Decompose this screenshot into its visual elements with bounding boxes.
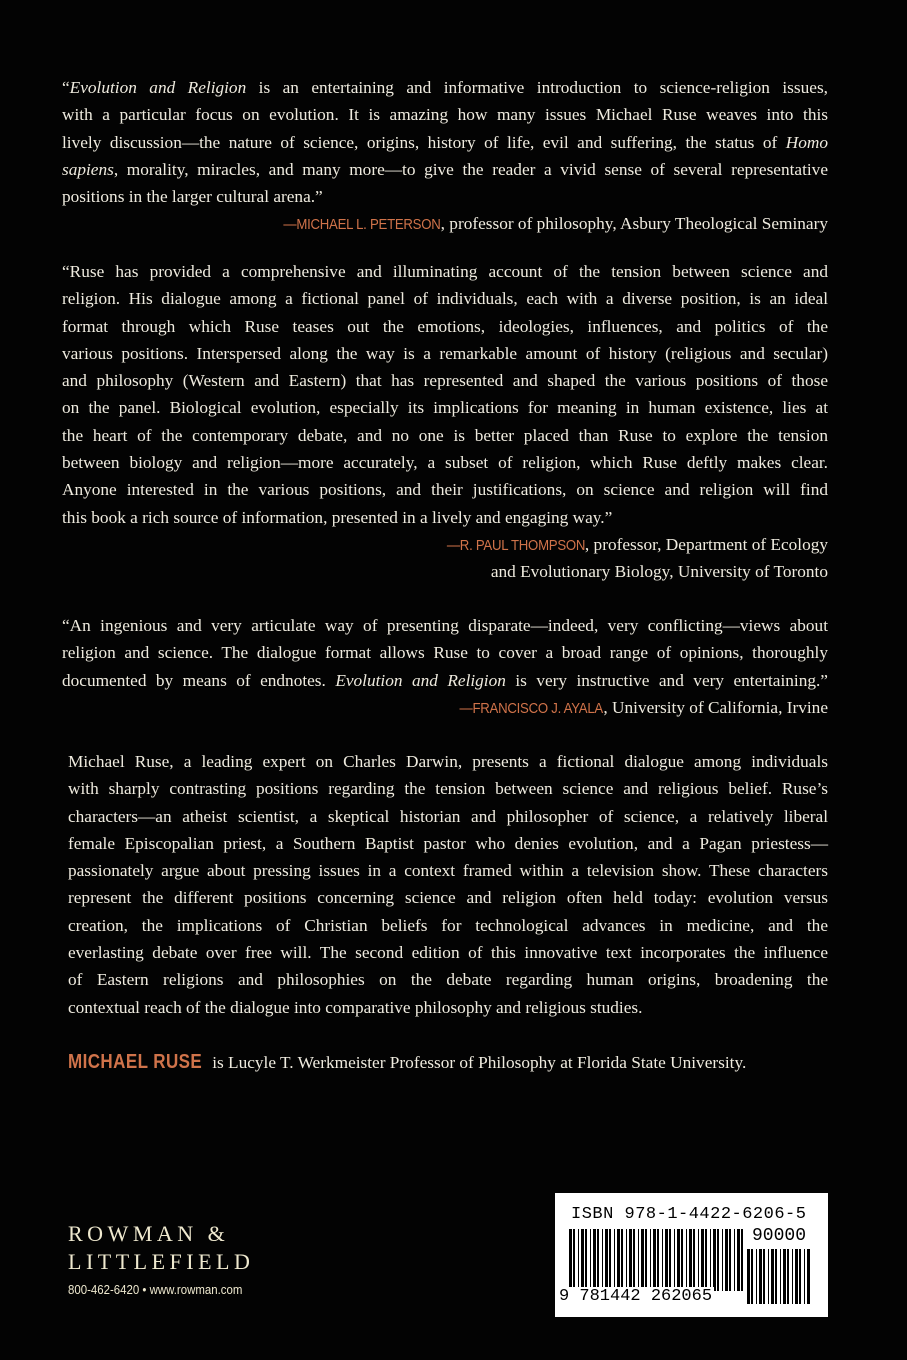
quote-attribution xyxy=(62,531,828,558)
barcode-bar xyxy=(677,1229,680,1291)
description-line: female Episcopalian priest, a Southern Baptist pastor who denies evolution, and a Pagan priestess— xyxy=(68,833,828,853)
barcode-bar xyxy=(645,1229,647,1291)
quote-line xyxy=(62,476,828,503)
ean-number: 9 781442 262065 xyxy=(559,1287,713,1306)
italic-title: sapiens xyxy=(62,159,114,179)
barcode-bar xyxy=(783,1249,786,1304)
barcode-bar xyxy=(614,1229,615,1291)
barcode-bar xyxy=(693,1229,695,1291)
barcode-bar xyxy=(705,1229,707,1291)
barcode-bar xyxy=(626,1229,627,1291)
quote-attribution xyxy=(62,558,828,585)
quote-line xyxy=(62,156,828,183)
quote-text: religion and science. The dialogue format allows Ruse to cover a broad range of opinions, thoroughly xyxy=(62,643,828,663)
quote-attribution xyxy=(62,694,828,721)
barcode-bar xyxy=(638,1229,639,1291)
barcode-bar xyxy=(593,1229,596,1291)
barcode-bar xyxy=(650,1229,651,1291)
isbn-text: ISBN 978-1-4422-6206-5 xyxy=(571,1205,807,1224)
quote-text: with a particular focus on evolution. It is amazing how many issues Michael Ruse weaves into this xyxy=(62,105,828,125)
barcode-bar xyxy=(710,1229,711,1291)
quote-text: this book a rich source of information, presented in a lively and engaging way.” xyxy=(62,507,613,527)
quote-text: is an entertaining and informative introduction to science-religion issues, xyxy=(246,78,828,97)
quote-line xyxy=(62,183,828,210)
quote-text: , morality, miracles, and many more—to give the reader a vivid sense of several representative xyxy=(113,159,828,179)
barcode-bar xyxy=(763,1249,765,1304)
review-quote-thompson xyxy=(62,258,828,586)
barcode-bar xyxy=(602,1229,603,1291)
barcode-bar xyxy=(569,1229,572,1291)
barcode-bar xyxy=(741,1229,743,1291)
barcode-bar xyxy=(605,1229,608,1291)
quote-line xyxy=(62,101,828,128)
quote-line xyxy=(62,667,828,694)
barcode-bar xyxy=(717,1229,719,1291)
barcode-bars xyxy=(569,1229,744,1291)
quote-line xyxy=(62,367,828,394)
quote-text: between biology and religion—more accurately, a subset of religion, which Ruse deftly makes clear. xyxy=(62,453,828,473)
description-line: creation, the implications of Christian beliefs for technological advances in medicine, and the xyxy=(68,915,828,935)
reviewer-affiliation: , professor, Department of Ecology xyxy=(584,534,828,554)
quote-text: religion. His dialogue among a fictional panel of individuals, each with a diverse position, is an ideal xyxy=(62,289,828,309)
barcode-bar xyxy=(653,1229,656,1291)
barcode-bar xyxy=(799,1249,801,1304)
barcode-bar xyxy=(665,1229,668,1291)
isbn-barcode xyxy=(555,1193,828,1317)
barcode-bar xyxy=(795,1249,798,1304)
quote-attribution xyxy=(62,210,828,237)
barcode-bar xyxy=(585,1229,587,1291)
barcode-bar xyxy=(725,1229,728,1291)
barcode-bar xyxy=(617,1229,620,1291)
italic-title: Evolution and Religion xyxy=(335,670,506,690)
quote-line xyxy=(62,258,828,285)
reviewer-name: —MICHAEL L. PETERSON xyxy=(283,216,441,234)
barcode-bar xyxy=(633,1229,635,1291)
addon-barcode-bars xyxy=(747,1249,811,1304)
quote-line xyxy=(62,340,828,367)
author-bio-text: is Lucyle T. Werkmeister Professor of Philosophy at Florida State University. xyxy=(207,1053,747,1072)
barcode-bar xyxy=(751,1249,753,1304)
reviewer-name: —FRANCISCO J. AYALA xyxy=(459,699,604,717)
quote-text: the heart of the contemporary debate, and no one is better placed than Ruse to explore the tension xyxy=(62,425,828,445)
description-line: everlasting debate over free will. The second edition of this innovative text incorporates the influence xyxy=(68,943,828,963)
barcode-bar xyxy=(657,1229,659,1291)
quote-line xyxy=(62,449,828,476)
barcode-bar xyxy=(641,1229,644,1291)
barcode-bar xyxy=(686,1229,687,1291)
barcode-bar xyxy=(713,1229,716,1291)
quote-line xyxy=(62,612,828,639)
quote-text: positions in the larger cultural arena.” xyxy=(62,187,323,207)
barcode-bar xyxy=(609,1229,611,1291)
quote-text: lively discussion—the nature of science, origins, history of life, evil and suffering, the status of xyxy=(62,132,786,152)
reviewer-affiliation: , professor of philosophy, Asbury Theological Seminary xyxy=(440,214,828,234)
barcode-bar xyxy=(747,1249,750,1304)
publisher-logo xyxy=(68,1220,266,1297)
reviewer-affiliation: and Evolutionary Biology, University of Toronto xyxy=(490,562,828,582)
publisher-name-line1: ROWMAN & xyxy=(68,1221,230,1246)
author-bio xyxy=(68,1047,828,1077)
reviewer-name: —R. PAUL THOMPSON xyxy=(446,536,585,554)
barcode-bar xyxy=(722,1229,723,1291)
description-line: characters—an atheist scientist, a skeptical historian and philosopher of science, a relatively liberal xyxy=(68,806,828,826)
barcode-bar xyxy=(629,1229,632,1291)
description-line: of Eastern religions and philosophies on the debate regarding human origins, broadening the xyxy=(68,970,828,990)
barcode-bar xyxy=(780,1249,781,1304)
barcode-bar xyxy=(689,1229,692,1291)
barcode-bar xyxy=(759,1249,762,1304)
italic-title: Evolution and Religion xyxy=(69,78,247,97)
description-line: Michael Ruse, a leading expert on Charles Darwin, presents a fictional dialogue among individuals xyxy=(68,752,828,771)
barcode-bar xyxy=(787,1249,789,1304)
barcode-bar xyxy=(807,1249,810,1304)
barcode-bar xyxy=(573,1229,575,1291)
description-line: contextual reach of the dialogue into comparative philosophy and religious studies. xyxy=(68,997,643,1017)
barcode-bar xyxy=(662,1229,663,1291)
quote-text: “ xyxy=(62,78,70,97)
price-code: 90000 xyxy=(752,1226,807,1246)
quote-text: documented by means of endnotes. xyxy=(62,670,336,690)
reviewer-affiliation: , University of California, Irvine xyxy=(603,697,828,717)
barcode-bar xyxy=(768,1249,769,1304)
book-description xyxy=(68,748,828,1021)
barcode-bar xyxy=(734,1229,735,1291)
barcode-bar xyxy=(771,1249,774,1304)
barcode-bar xyxy=(701,1229,704,1291)
quote-line xyxy=(62,639,828,666)
barcode-bar xyxy=(792,1249,793,1304)
barcode-bar xyxy=(804,1249,805,1304)
publisher-contact: 800-462-6420 • www.rowman.com xyxy=(68,1282,243,1297)
barcode-bar xyxy=(681,1229,683,1291)
barcode-bar xyxy=(578,1229,579,1291)
quote-text: “Ruse has provided a comprehensive and illuminating account of the tension between science and xyxy=(62,262,828,281)
quote-line xyxy=(62,74,828,101)
quote-text: various positions. Interspersed along the way is a remarkable amount of history (religious and secular) xyxy=(62,343,828,363)
quote-text: and philosophy (Western and Eastern) that has represented and shaped the various positions of those xyxy=(62,371,828,391)
barcode-bar xyxy=(756,1249,757,1304)
barcode-bar xyxy=(669,1229,671,1291)
barcode-bar xyxy=(698,1229,699,1291)
quote-text: Anyone interested in the various positions, and their justifications, on science and religion will find xyxy=(62,480,828,500)
review-quote-ayala xyxy=(62,612,828,721)
barcode-bar xyxy=(729,1229,731,1291)
barcode-bar xyxy=(775,1249,777,1304)
quote-line xyxy=(62,129,828,156)
quote-text: format through which Ruse teases out the emotions, ideologies, influences, and politics of the xyxy=(62,316,828,336)
review-quote-peterson xyxy=(62,74,828,238)
barcode-bar xyxy=(621,1229,623,1291)
barcode-bar xyxy=(674,1229,675,1291)
italic-title: Homo xyxy=(785,132,828,152)
barcode-bar xyxy=(737,1229,740,1291)
author-name: MICHAEL RUSE xyxy=(68,1051,203,1073)
publisher-name-line2: LITTLEFIELD xyxy=(68,1249,255,1274)
quote-line xyxy=(62,422,828,449)
barcode-bar xyxy=(590,1229,591,1291)
quote-line xyxy=(62,313,828,340)
quote-line xyxy=(62,394,828,421)
quote-text: “An ingenious and very articulate way of presenting disparate—indeed, very conflicting—views about xyxy=(62,616,828,635)
description-line: represent the different positions concerning science and religion often held today: evolution versus xyxy=(68,888,828,908)
quote-text: on the panel. Biological evolution, especially its implications for meaning in human existence, lies at xyxy=(62,398,828,418)
quote-line xyxy=(62,285,828,312)
quote-text: is very instructive and very entertaining.” xyxy=(505,670,828,690)
description-line: with sharply contrasting positions regarding the tension between science and religious belief. Ruse’s xyxy=(68,779,828,799)
description-line: passionately argue about pressing issues in a context framed within a television show. These characters xyxy=(68,861,828,881)
quote-line xyxy=(62,504,828,531)
barcode-bar xyxy=(597,1229,599,1291)
barcode-bar xyxy=(581,1229,584,1291)
